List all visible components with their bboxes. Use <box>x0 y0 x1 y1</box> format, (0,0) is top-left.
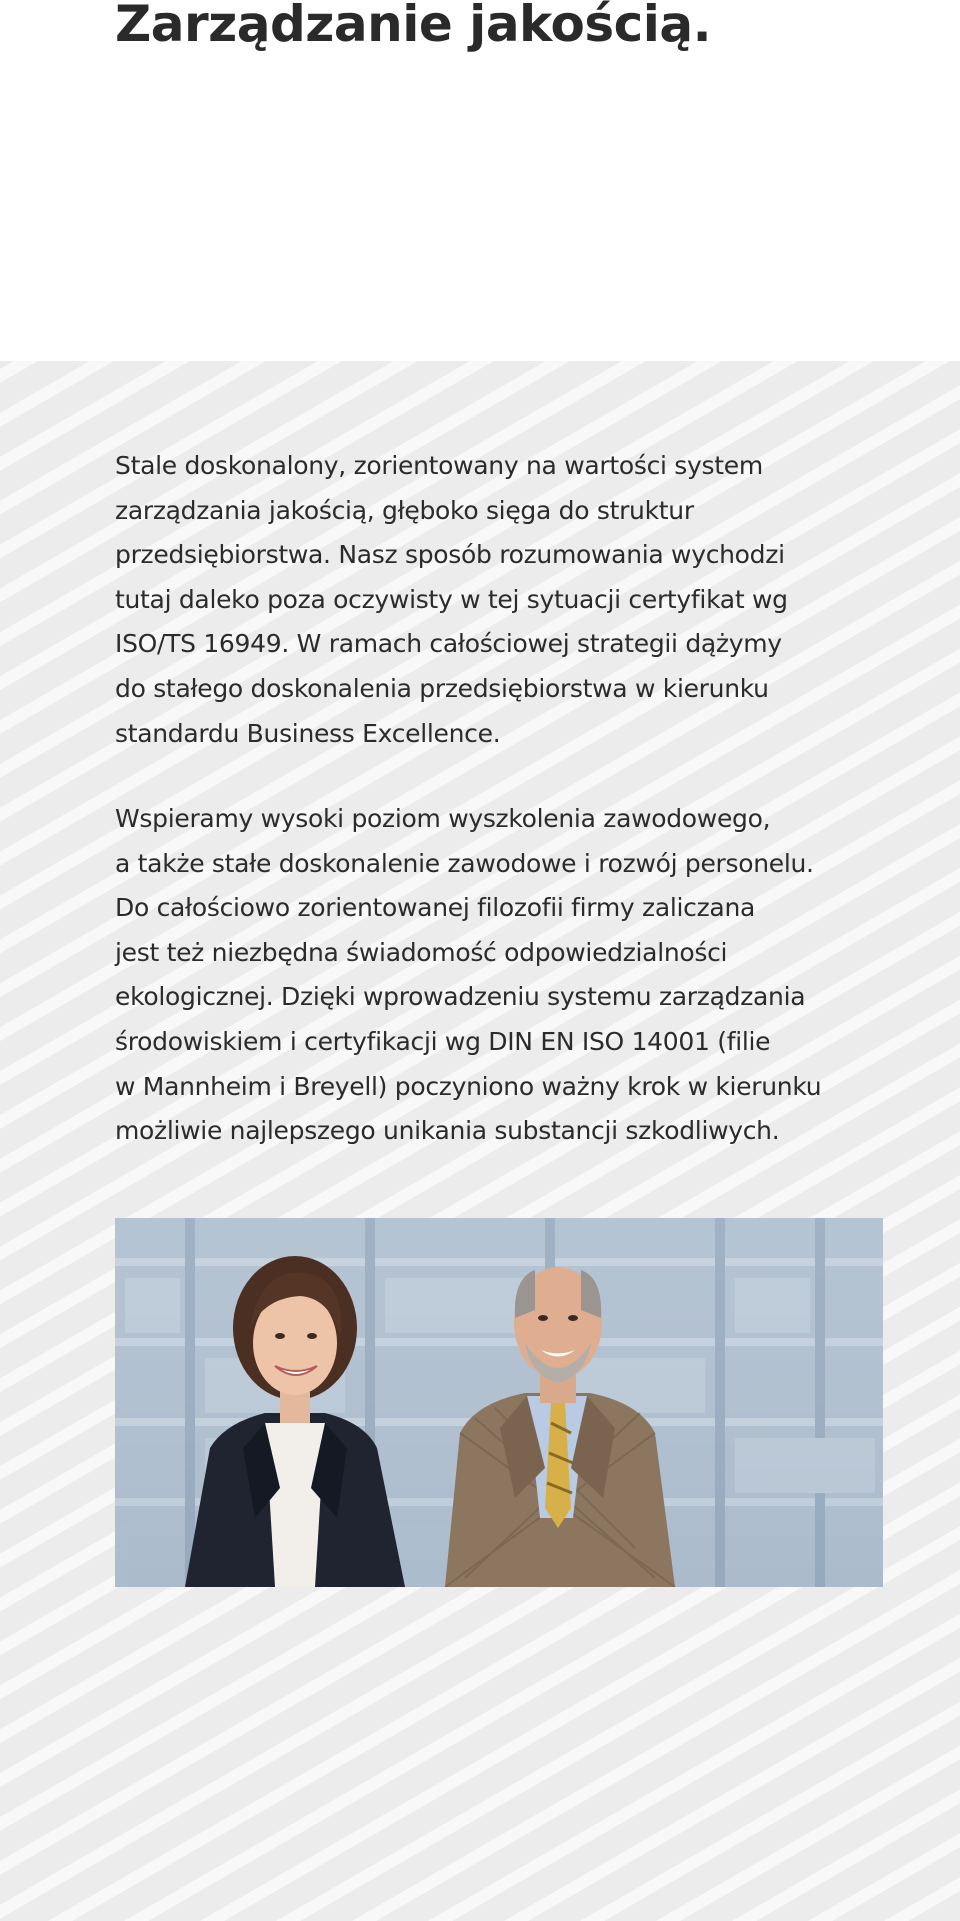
intro-paragraph: Stale doskonalony, zorientowany na wartości system zarządzania jakością, głęboko sięga do struktur przedsiębiorstwa. Nasz sposób rozumowania wychodzi tutaj daleko poza oczywisty w tej sytuacji certyfikat wg ISO/TS 16949. W ramach całościowej strategii dążymy do stałego doskonalenia przedsiębiorstwa w kierunku standardu Business Excellence. <box>115 451 788 748</box>
team-photo <box>115 1218 883 1587</box>
page-title: Zarządzanie jakością. <box>115 0 712 53</box>
second-paragraph: Wspieramy wysoki poziom wyszkolenia zawodowego, a także stałe doskonalenie zawodowe i rozwój personelu. Do całościowo zorientowanej filozofii firmy zaliczana jest też niezbędna świadomość odpowiedzialności ekologicznej. Dzięki wprowadzeniu systemu zarządzania środowiskiem i certyfikacji wg DIN EN ISO 14001 (filie w Mannheim i Breyell) poczyniono ważny krok w kierunku możliwie najlepszego unikania substancji szkodliwych. <box>115 804 822 1146</box>
